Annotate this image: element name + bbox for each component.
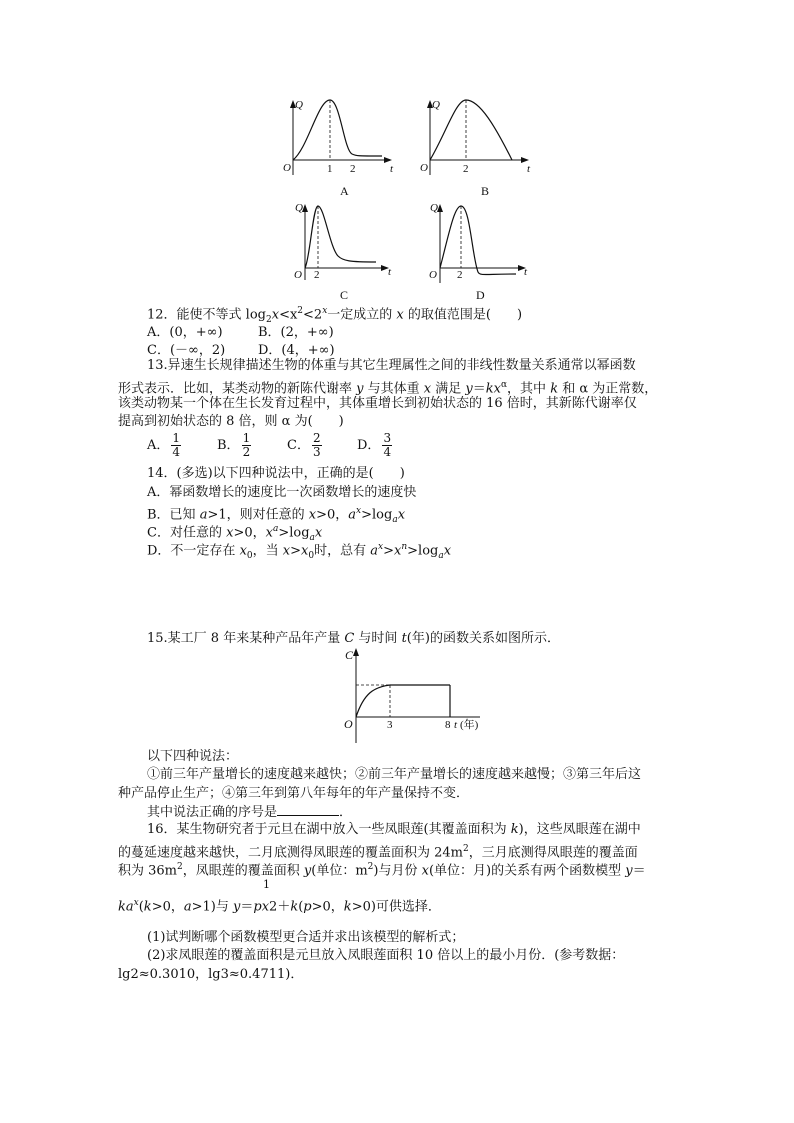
q15-line-5: 其中说法正确的序号是 ． [147,805,353,820]
q15-graph-8: 8 [445,719,451,731]
graph-a-q: Q [295,99,303,111]
q14-option-b[interactable]: B．已知 a>1，则对任意的 x>0，$a^x>\log_ax$ [147,506,406,525]
q13-line-3: 该类动物某一个体在生长发育过程中，其体重增长到初始状态的 16 倍时，其新陈代谢率仅 [118,396,637,411]
graph-d-q: Q [430,202,438,214]
q13-option-d[interactable]: D． $\frac{3}{4}$ [357,431,392,459]
graph-c-tick1: 2 [314,269,320,281]
q15-graph [340,647,490,745]
q15-line-3: ①前三年产量增长的速度越来越快；②前三年产量增长的速度越来越慢；③第三年后这 [147,767,642,782]
graph-a [283,99,394,198]
q12-option-a[interactable]: A．(0，+∞) [147,325,223,340]
q13-option-c[interactable]: C． $\frac{2}{3}$ [287,431,321,459]
q16-line-3: 积为 $36m^2$，凤眼莲的覆盖面积 y(单位：$m^2$)与月份 x(单位：月)的关系有两个函数模型 y＝ [118,862,646,879]
q13-line-2: 形式表示．比如，某类动物的新陈代谢率 y 与其体重 x 满足 $y=kx^\alpha$，其中 k 和 α 为正常数， [118,380,658,397]
graph-b-tick1: 2 [463,163,469,175]
q13-line-4: 提高到初始状态的 8 倍，则 α 为( ) [118,414,344,429]
graph-d-o: O [429,269,437,281]
q15-line-4: 种产品停止生产；④第三年到第八年每年的年产量保持不变． [118,786,470,801]
q16-part-2: (2)求凤眼莲的覆盖面积是元旦放入凤眼莲面积 10 倍以上的最小月份．(参考数据： [147,948,625,963]
q15-graph-t: t [454,719,458,731]
q12-option-d[interactable]: D．(4，+∞) [258,343,335,358]
graph-a-tick2: 2 [350,163,356,175]
graph-b-label: B [481,184,490,198]
q15-graph-unit: (年) [460,719,479,731]
graph-d-label: D [476,288,485,302]
q13-line-1: 13.异速生长规律描述生物的体重与其它生理属性之间的非线性数量关系通常以幂函数 [147,358,636,373]
q14-option-a[interactable]: A．幂函数增长的速度比一次函数增长的速度快 [147,485,417,500]
q16-part-1: (1)试判断哪个函数模型更合适并求出该模型的解析式； [147,930,465,945]
q13-option-a[interactable]: A． $\frac{1}{4}$ [147,431,181,459]
graph-c [294,202,392,302]
q12-option-b[interactable]: B．(2，+∞) [258,325,334,340]
graph-c-label: C [340,288,349,302]
q12-stem: 12．能使不等式 $\log_2x<x^2<2^x$一定成立的 x 的取值范围是( ) [147,306,523,325]
q15-graph-c: C [345,648,354,662]
q15-line-2: 以下四种说法： [147,749,239,764]
q16-line-4: $ka^x(k>0$，a>1)与 y＝px2＋k(p>0，k>0)可供选择． [118,898,441,915]
graph-d-t: t [524,266,528,278]
graph-c-o: O [294,269,302,281]
q15-stem: 15.某工厂 8 年来某种产品年产量 C 与时间 t(年)的函数关系如图所示． [147,631,560,646]
graph-a-t: t [390,163,394,175]
q15-graph-3: 3 [387,719,393,731]
graph-b-o: O [420,162,428,174]
graph-d [429,202,528,302]
q16-part-2-ref: lg2≈0.3010，lg3≈0.4711)． [118,967,304,982]
q13-option-b[interactable]: B． $\frac{1}{2}$ [217,431,251,459]
q16-exponent-numerator: 1 [263,878,270,891]
q15-answer-blank[interactable] [277,803,339,816]
graph-d-tick1: 2 [457,269,463,281]
q14-option-d[interactable]: D．不一定存在 $x_0$，当 $x>x_0$时，总有 $a^x>x^n>\log_ax$ [147,542,452,561]
graph-a-tick1: 1 [327,163,333,175]
graph-a-label: A [340,184,349,198]
q16-line-2: 的蔓延速度越来越快，二月底测得凤眼莲的覆盖面积为 $24m^2$，三月底测得凤眼莲的覆盖面 [118,844,638,861]
graphs-abcd [280,88,550,303]
q12-option-c[interactable]: C．(－∞，2) [147,343,226,358]
q14-stem: 14．(多选)以下四种说法中，正确的是( ) [147,466,405,481]
q14-option-c[interactable]: C．对任意的 x>0，$x^a>\log_ax$ [147,524,323,543]
graph-c-t: t [388,266,392,278]
graph-b [420,99,531,198]
graph-b-t: t [527,163,531,175]
graph-a-o: O [283,162,291,174]
q16-line-1: 16．某生物研究者于元旦在湖中放入一些凤眼莲(其覆盖面积为 k)，这些凤眼莲在湖中 [147,822,641,837]
graph-c-q: Q [295,202,303,214]
graph-b-q: Q [432,99,440,111]
q15-graph-o: O [344,717,353,731]
